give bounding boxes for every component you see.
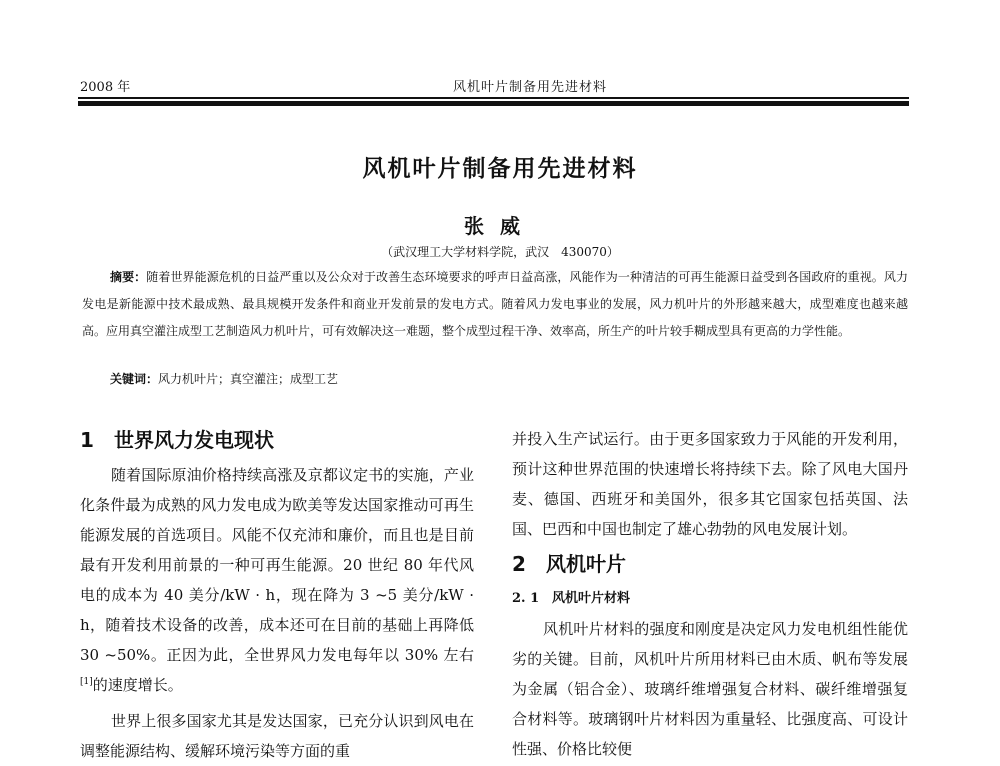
author-name: 张威 — [464, 214, 536, 238]
paragraph-1-text: 随着国际原油价格持续高涨及京都议定书的实施，产业化条件最为成熟的风力发电成为欧美等发达国家推动可再生能源发展的首选项目。风能不仅充沛和廉价，而且也是目前最有开发利用前景的一种可再生能源。20 世纪 80 年代风电的成本为 40 美分/kW · h，现在降为 3 ~5 美分/kW · h，随着技术设备的改善，成本还可在目前的基础上再降低 30 ~50%。正因为此，全世界风力发电每年以 30% 左右 — [80, 466, 474, 664]
header-rule-thick — [78, 101, 909, 106]
paragraph-2: 世界上很多国家尤其是发达国家，已充分认识到风电在调整能源结构、缓解环境污染等方面的重 — [80, 712, 474, 760]
paragraph-3: 风机叶片材料的强度和刚度是决定风力发电机组性能优劣的关键。目前，风机叶片所用材料已由木质、帆布等发展为金属（铝合金）、玻璃纤维增强复合材料、碳纤维增强复合材料等。玻璃钢叶片材料因为重量轻、比强度高、可设计性强、价格比较便 — [512, 620, 908, 758]
subsection-2-1-number: 2. 1 — [512, 591, 540, 606]
citation-1: [1] — [80, 677, 93, 687]
section-2-number: 2 — [512, 552, 526, 576]
subsection-2-1-title: 风机叶片材料 — [552, 591, 631, 606]
section-1-number: 1 — [80, 428, 94, 452]
paper-title: 风机叶片制备用先进材料 — [362, 156, 638, 182]
paragraph-1 — [80, 460, 474, 700]
header-year: 2008 年 — [80, 80, 131, 95]
abstract-text: 随着世界能源危机的日益严重以及公众对于改善生态环境要求的呼声日益高涨，风能作为一种清洁的可再生能源日益受到各国政府的重视。风力发电是新能源中技术最成熟、最具规模开发条件和商业开发前景的发电方式。随着风力发电事业的发展，风力机叶片的外形越来越大，成型难度也越来越高。应用真空灌注成型工艺制造风力机叶片，可有效解决这一难题，整个成型过程干净、效率高，所生产的叶片较手糊成型具有更高的力学性能。 — [82, 270, 908, 338]
header-rule-thin — [78, 97, 909, 99]
section-2-title: 风机叶片 — [546, 552, 626, 576]
header-running-title: 风机叶片制备用先进材料 — [452, 80, 607, 95]
abstract — [82, 264, 908, 345]
subsection-2-1-heading — [512, 584, 908, 614]
left-column — [80, 420, 474, 766]
keywords-text: 风力机叶片；真空灌注；成型工艺 — [158, 372, 339, 386]
abstract-label: 摘要： — [110, 270, 147, 284]
right-column — [512, 424, 908, 764]
paragraph-1-end: 的速度增长。 — [92, 676, 183, 694]
section-1-title: 世界风力发电现状 — [114, 428, 274, 452]
section-2-heading — [512, 544, 908, 584]
paragraph-continued: 并投入生产试运行。由于更多国家致力于风能的开发利用，预计这种世界范围的快速增长将持续下去。除了风电大国丹麦、德国、西班牙和美国外，很多其它国家包括英国、法国、巴西和中国也制定了雄心勃勃的风电发展计划。 — [512, 430, 908, 538]
keywords — [110, 370, 338, 387]
author-affiliation: （武汉理工大学材料学院，武汉 430070） — [381, 245, 619, 259]
keywords-label: 关键词： — [110, 372, 159, 386]
section-1-heading — [80, 420, 474, 460]
